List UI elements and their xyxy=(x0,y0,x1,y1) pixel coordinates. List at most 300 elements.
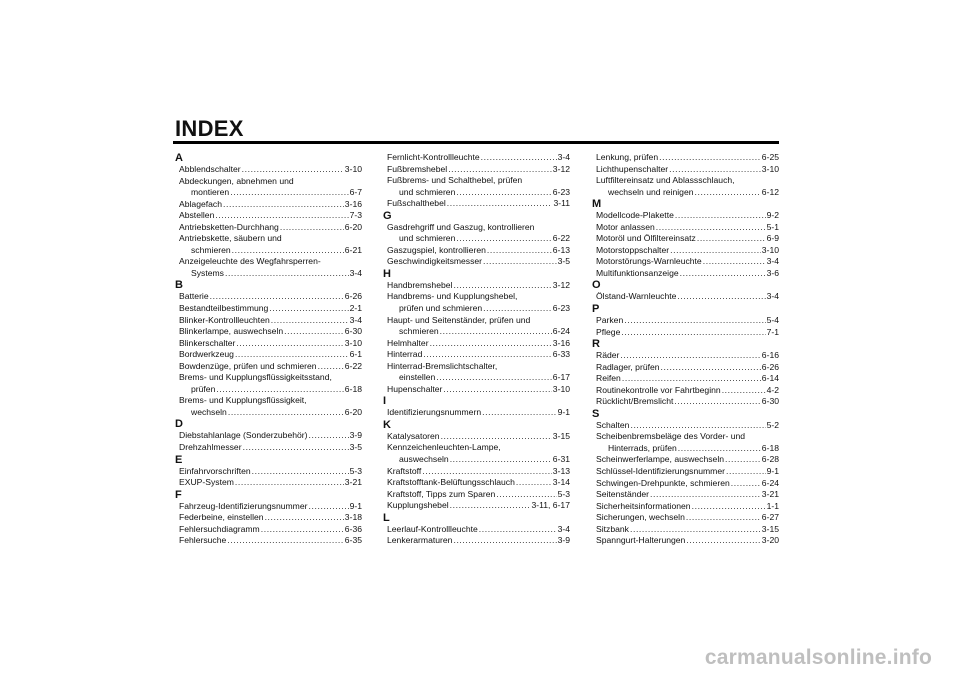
index-entry-text: Hinterrad xyxy=(387,349,423,360)
dot-leader xyxy=(677,291,765,303)
index-entry xyxy=(175,176,362,199)
index-entry-text: Luftfiltereinsatz und Ablassschlauch, xyxy=(596,175,735,186)
index-letter-heading: F xyxy=(175,488,182,501)
index-entry-text: Abblendschalter xyxy=(179,164,241,174)
index-entry-text: Handbremshebel xyxy=(387,279,453,290)
index-entry-text: Radlager, prüfen xyxy=(596,361,660,372)
index-entry-text: Kennzeichenleuchten-Lampe, xyxy=(387,442,501,453)
index-entry-text: Bordwerkzeug xyxy=(179,349,234,360)
index-entry xyxy=(592,210,779,222)
dot-leader xyxy=(481,152,557,164)
index-entry xyxy=(592,152,779,164)
index-entry-text: Fehlersuche xyxy=(179,535,227,546)
index-entry-text: Antriebskette, säubern und xyxy=(179,233,282,244)
index-entry-text: Hupenschalter xyxy=(387,383,443,394)
dot-leader xyxy=(447,198,553,210)
index-entry-text: Hinterrads, prüfen xyxy=(608,442,677,453)
index-entry-text: Abdeckungen, abnehmen und xyxy=(179,175,294,186)
index-page-ref: 5-3 xyxy=(557,488,570,499)
dot-leader xyxy=(232,245,344,257)
index-page-ref: 6-20 xyxy=(344,221,362,232)
index-entry-text: Fußbremshebel xyxy=(387,163,448,174)
index-entry xyxy=(383,349,570,361)
index-entry-text: und schmieren xyxy=(399,186,456,197)
index-entry xyxy=(175,442,362,454)
dot-leader xyxy=(620,350,760,362)
index-entry-text: Schwingen-Drehpunkte, schmieren xyxy=(596,477,730,488)
dot-leader xyxy=(697,233,766,245)
index-entry xyxy=(175,210,362,222)
title-rule xyxy=(173,141,779,144)
index-letter-heading: H xyxy=(383,267,391,280)
index-entry xyxy=(175,372,362,395)
index-entry xyxy=(592,291,779,303)
index-entry xyxy=(383,222,570,245)
index-page-ref: 6-30 xyxy=(344,326,362,337)
index-entry xyxy=(592,362,779,374)
dot-leader xyxy=(669,164,761,176)
dot-leader xyxy=(223,199,344,211)
index-entry xyxy=(383,198,570,210)
dot-leader xyxy=(726,466,766,478)
index-entry-text: Schlüssel-Identifizierungsnummer xyxy=(596,466,725,477)
index-page-ref: 5-3 xyxy=(349,465,362,476)
index-entry-text: Brems- und Kupplungsflüssigkeit, xyxy=(179,395,307,406)
index-entry-text: Routinekontrolle vor Fahrtbeginn xyxy=(596,384,721,395)
index-page-ref: 3-14 xyxy=(552,477,570,488)
index-entry xyxy=(592,478,779,490)
index-letter-heading: E xyxy=(175,453,183,466)
index-entry xyxy=(383,361,570,384)
index-entry xyxy=(383,407,570,419)
index-entry xyxy=(592,268,779,280)
index-page-ref: 6-23 xyxy=(552,186,570,197)
index-column-1 xyxy=(175,152,362,547)
index-entry-text: Anzeigeleuchte des Wegfahrsperren- xyxy=(179,256,321,267)
index-page-ref: 3-13 xyxy=(552,465,570,476)
index-page-ref: 6-17 xyxy=(552,372,570,383)
index-page-ref: 9-2 xyxy=(766,210,779,221)
dot-leader xyxy=(309,501,349,513)
index-entry xyxy=(592,373,779,385)
index-entry-text: Gaszugspiel, kontrollieren xyxy=(387,244,486,255)
index-entry-text: Rücklicht/Bremslicht xyxy=(596,396,674,407)
dot-leader xyxy=(243,442,349,454)
dot-leader xyxy=(479,524,557,536)
dot-leader xyxy=(265,512,344,524)
index-entry xyxy=(383,384,570,396)
dot-leader xyxy=(440,326,552,338)
index-entry-text: Motorstoppschalter xyxy=(596,244,670,255)
index-entry xyxy=(175,326,362,338)
index-page-ref: 6-28 xyxy=(761,454,779,465)
dot-leader xyxy=(630,524,761,536)
index-entry xyxy=(383,338,570,350)
index-letter-heading: M xyxy=(592,198,602,211)
index-column-2 xyxy=(383,152,570,547)
index-entry xyxy=(592,175,779,198)
index-entry-text: Abstellen xyxy=(179,210,215,221)
index-entry-text: Kraftstoff xyxy=(387,465,422,476)
index-entry-text: prüfen xyxy=(191,383,216,394)
index-letter-heading: D xyxy=(175,418,183,431)
index-entry xyxy=(592,512,779,524)
index-entry xyxy=(175,256,362,279)
index-page-ref: 1-1 xyxy=(766,500,779,511)
index-letter-heading: I xyxy=(383,395,387,408)
index-entry-text: Einfahrvorschriften xyxy=(179,465,251,476)
index-entry-text: Fußbrems- und Schalthebel, prüfen xyxy=(387,175,523,186)
dot-leader xyxy=(630,420,765,432)
dot-leader xyxy=(448,164,552,176)
dot-leader xyxy=(659,152,761,164)
index-entry-text: schmieren xyxy=(191,244,231,255)
index-entry xyxy=(383,535,570,547)
index-entry-text: Lenkerarmaturen xyxy=(387,535,453,546)
index-entry xyxy=(592,420,779,432)
index-page-ref: 3-15 xyxy=(761,523,779,534)
index-page-ref: 6-26 xyxy=(344,291,362,302)
dot-leader xyxy=(450,454,552,466)
index-entry xyxy=(175,535,362,547)
dot-leader xyxy=(703,256,766,268)
index-letter-heading: B xyxy=(175,279,183,292)
index-letter-heading: K xyxy=(383,418,391,431)
index-entry-text: Geschwindigkeitsmesser xyxy=(387,256,483,267)
dot-leader xyxy=(680,268,766,280)
index-entry xyxy=(383,152,570,164)
index-entry xyxy=(175,199,362,211)
index-page-ref: 6-12 xyxy=(761,186,779,197)
index-page-ref: 3-4 xyxy=(766,291,779,302)
index-page-ref: 3-12 xyxy=(552,279,570,290)
index-entry-text: Blinker-Kontrollleuchten xyxy=(179,314,270,325)
index-entry-text: Lenkung, prüfen xyxy=(596,152,659,162)
index-entry xyxy=(175,233,362,256)
dot-leader xyxy=(423,349,551,361)
index-entry-text: Schalten xyxy=(596,419,630,430)
index-entry xyxy=(175,303,362,315)
index-page-ref: 6-27 xyxy=(761,512,779,523)
dot-leader xyxy=(284,326,344,338)
index-entry-text: Batterie xyxy=(179,291,209,302)
dot-leader xyxy=(482,407,556,419)
index-page-ref: 6-35 xyxy=(344,535,362,546)
index-entry-text: auswechseln xyxy=(399,454,449,465)
index-entry xyxy=(383,256,570,268)
dot-leader xyxy=(453,535,556,547)
index-entry xyxy=(175,291,362,303)
index-entry xyxy=(175,395,362,418)
index-entry-text: Sitzbank xyxy=(596,523,629,534)
index-entry-text: Seitenständer xyxy=(596,489,650,500)
dot-leader xyxy=(678,443,761,455)
index-entry xyxy=(175,338,362,350)
index-entry-text: Fehlersuchdiagramm xyxy=(179,523,260,534)
dot-leader xyxy=(252,466,349,478)
index-page-ref: 9-1 xyxy=(349,500,362,511)
index-entry-text: und schmieren xyxy=(399,233,456,244)
index-entry xyxy=(592,350,779,362)
dot-leader xyxy=(228,407,344,419)
index-entry-text: Drehzahlmesser xyxy=(179,442,242,453)
index-entry-text: Systems xyxy=(191,267,224,278)
index-entry-text: prüfen und schmieren xyxy=(399,303,483,314)
index-entry xyxy=(383,175,570,198)
index-entry-text: Fernlicht-Kontrollleuchte xyxy=(387,152,480,162)
dot-leader xyxy=(441,431,552,443)
index-page-ref: 3-11, 6-17 xyxy=(531,500,570,511)
index-entry-text: Sicherungen, wechseln xyxy=(596,512,685,523)
index-page-ref: 3-4 xyxy=(766,256,779,267)
index-page-ref: 6-24 xyxy=(761,477,779,488)
index-page-ref: 3-4 xyxy=(349,314,362,325)
index-entry-text: Spanngurt-Halterungen xyxy=(596,535,686,546)
dot-leader xyxy=(675,210,766,222)
index-entry-text: Haupt- und Seitenständer, prüfen und xyxy=(387,314,531,325)
index-page-ref: 6-7 xyxy=(349,187,362,198)
index-page-ref: 3-20 xyxy=(761,535,779,546)
index-entry-text: Antriebsketten-Durchhang xyxy=(179,221,279,232)
index-entry xyxy=(592,501,779,513)
dot-leader xyxy=(487,245,552,257)
dot-leader xyxy=(230,187,348,199)
dot-leader xyxy=(216,384,343,396)
dot-leader xyxy=(725,454,761,466)
index-page-ref: 6-24 xyxy=(552,326,570,337)
index-entry-text: Räder xyxy=(596,350,620,361)
index-entry xyxy=(175,466,362,478)
index-page-ref: 9-1 xyxy=(557,407,570,418)
index-entry xyxy=(383,442,570,465)
index-entry xyxy=(592,524,779,536)
index-entry-text: Scheinwerferlampe, auswechseln xyxy=(596,454,725,465)
index-entry xyxy=(592,385,779,397)
index-entry xyxy=(175,361,362,373)
dot-leader xyxy=(436,372,551,384)
index-page-ref: 7-3 xyxy=(349,210,362,221)
index-page-ref: 6-31 xyxy=(552,454,570,465)
index-entry-text: schmieren xyxy=(399,326,439,337)
index-entry-text: Identifizierungsnummern xyxy=(387,407,482,418)
index-entry xyxy=(175,512,362,524)
index-page-ref: 6-20 xyxy=(344,406,362,417)
index-page-ref: 3-15 xyxy=(552,430,570,441)
index-page-ref: 3-6 xyxy=(766,267,779,278)
index-entry-text: Diebstahlanlage (Sonderzubehör) xyxy=(179,430,308,441)
dot-leader xyxy=(516,477,552,489)
dot-leader xyxy=(227,535,344,547)
index-entry-text: montieren xyxy=(191,187,230,198)
dot-leader xyxy=(661,362,761,374)
index-entry xyxy=(383,245,570,257)
dot-leader xyxy=(235,477,344,489)
index-entry-text: Modellcode-Plakette xyxy=(596,210,674,221)
index-entry xyxy=(383,315,570,338)
index-page-ref: 6-22 xyxy=(344,360,362,371)
index-entry-text: Motor anlassen xyxy=(596,221,655,232)
dot-leader xyxy=(430,338,552,350)
index-entry xyxy=(383,477,570,489)
index-entry-text: Blinkerschalter xyxy=(179,337,236,348)
dot-leader xyxy=(443,384,551,396)
index-letter-heading: P xyxy=(592,303,600,316)
index-entry-text: Multifunktionsanzeige xyxy=(596,267,679,278)
dot-leader xyxy=(271,315,349,327)
index-entry xyxy=(383,431,570,443)
index-entry xyxy=(383,489,570,501)
dot-leader xyxy=(309,430,349,442)
dot-leader xyxy=(453,280,551,292)
index-entry xyxy=(175,315,362,327)
index-entry-text: Kupplungshebel xyxy=(387,500,449,511)
index-page-ref: 3-5 xyxy=(557,256,570,267)
dot-leader xyxy=(261,524,344,536)
index-entry-text: Pflege xyxy=(596,326,621,337)
index-entry-text: Motorstörungs-Warnleuchte xyxy=(596,256,702,267)
index-entry-text: Leerlauf-Kontrollleuchte xyxy=(387,523,478,534)
dot-leader xyxy=(422,466,552,478)
index-page-ref: 7-1 xyxy=(766,326,779,337)
index-entry-text: Ölstand-Warnleuchte xyxy=(596,291,677,302)
index-entry-text: einstellen xyxy=(399,372,436,383)
index-page-ref: 6-18 xyxy=(344,383,362,394)
index-entry xyxy=(175,430,362,442)
index-entry xyxy=(175,222,362,234)
index-entry xyxy=(383,500,570,512)
dot-leader xyxy=(318,361,344,373)
index-page-ref: 4-2 xyxy=(766,384,779,395)
index-entry xyxy=(383,466,570,478)
index-entry xyxy=(592,431,779,454)
index-entry-text: Bowdenzüge, prüfen und schmieren xyxy=(179,360,317,371)
index-page-ref: 3-4 xyxy=(557,152,570,162)
index-entry-text: Parken xyxy=(596,315,624,326)
dot-leader xyxy=(483,256,557,268)
index-page-ref: 6-22 xyxy=(552,233,570,244)
dot-leader xyxy=(650,489,761,501)
index-page-ref: 3-4 xyxy=(557,523,570,534)
dot-leader xyxy=(686,535,760,547)
index-page-ref: 6-26 xyxy=(761,361,779,372)
dot-leader xyxy=(692,501,766,513)
dot-leader xyxy=(242,164,344,176)
index-entry xyxy=(592,535,779,547)
index-page-ref: 6-16 xyxy=(761,350,779,361)
dot-leader xyxy=(686,512,761,524)
dot-leader xyxy=(235,349,349,361)
index-entry-text: Kraftstofftank-Belüftungsschlauch xyxy=(387,477,515,488)
index-page-ref: 3-9 xyxy=(557,535,570,546)
index-entry-text: wechseln und reinigen xyxy=(608,186,694,197)
index-entry xyxy=(383,164,570,176)
index-entry-text: wechseln xyxy=(191,406,227,417)
index-page-ref: 3-10 xyxy=(761,244,779,255)
index-page-ref: 5-2 xyxy=(766,419,779,430)
index-page-ref: 3-9 xyxy=(349,430,362,441)
index-page-ref: 3-16 xyxy=(552,337,570,348)
index-page-ref: 3-10 xyxy=(761,163,779,174)
dot-leader xyxy=(450,500,531,512)
index-entry xyxy=(175,501,362,513)
page-title: INDEX xyxy=(175,116,244,141)
index-page-ref: 2-1 xyxy=(349,303,362,314)
index-page-ref: 6-33 xyxy=(552,349,570,360)
index-entry xyxy=(592,256,779,268)
dot-leader xyxy=(674,396,760,408)
index-entry-text: Lichthupenschalter xyxy=(596,163,669,174)
index-entry-text: Hinterrad-Bremslichtschalter, xyxy=(387,360,498,371)
index-letter-heading: R xyxy=(592,338,600,351)
index-page-ref: 3-4 xyxy=(349,267,362,278)
index-page-ref: 3-16 xyxy=(344,198,362,209)
dot-leader xyxy=(456,233,551,245)
index-letter-heading: G xyxy=(383,209,392,222)
index-entry-text: Helmhalter xyxy=(387,337,429,348)
index-page-ref: 6-36 xyxy=(344,523,362,534)
index-page-ref: 3-18 xyxy=(344,512,362,523)
dot-leader xyxy=(695,187,761,199)
index-entry xyxy=(592,164,779,176)
index-entry xyxy=(175,477,362,489)
index-page-ref: 3-10 xyxy=(552,383,570,394)
index-entry xyxy=(592,327,779,339)
index-page-ref: 6-13 xyxy=(552,244,570,255)
index-entry-text: Fahrzeug-Identifizierungsnummer xyxy=(179,500,308,511)
dot-leader xyxy=(622,373,761,385)
index-entry-text: Motoröl und Ölfiltereinsatz xyxy=(596,233,696,244)
index-page-ref: 3-21 xyxy=(761,489,779,500)
dot-leader xyxy=(210,291,344,303)
index-page-ref: 3-11 xyxy=(553,198,570,209)
index-page-ref: 3-10 xyxy=(344,337,362,348)
index-entry-text: Kraftstoff, Tipps zum Sparen xyxy=(387,488,496,499)
watermark: carmanualsonline.info xyxy=(704,646,932,669)
index-page-ref: 3-5 xyxy=(349,442,362,453)
index-entry xyxy=(592,454,779,466)
index-page-ref: 3-21 xyxy=(344,477,362,488)
index-entry xyxy=(592,245,779,257)
index-letter-heading: S xyxy=(592,407,600,420)
index-page-ref: 6-14 xyxy=(761,373,779,384)
index-entry-text: Gasdrehgriff und Gaszug, kontrollieren xyxy=(387,221,535,232)
index-column-3 xyxy=(592,152,779,547)
dot-leader xyxy=(483,303,552,315)
index-page-ref: 6-9 xyxy=(766,233,779,244)
index-entry xyxy=(592,489,779,501)
index-entry xyxy=(592,222,779,234)
index-entry-text: Bestandteilbestimmung xyxy=(179,303,269,314)
dot-leader xyxy=(624,315,765,327)
index-page-ref: 5-4 xyxy=(766,315,779,326)
index-entry-text: Blinkerlampe, auswechseln xyxy=(179,326,284,337)
dot-leader xyxy=(215,210,348,222)
index-entry xyxy=(383,524,570,536)
index-entry xyxy=(175,349,362,361)
dot-leader xyxy=(722,385,766,397)
index-entry-text: Fußschalthebel xyxy=(387,198,446,209)
index-page-ref: 6-25 xyxy=(761,152,779,162)
index-entry xyxy=(592,466,779,478)
index-entry-text: Handbrems- und Kupplungshebel, xyxy=(387,291,518,302)
index-entry xyxy=(175,524,362,536)
index-letter-heading: O xyxy=(592,279,601,292)
index-entry-text: Scheibenbremsbeläge des Vorder- und xyxy=(596,431,746,442)
dot-leader xyxy=(621,327,765,339)
index-letter-heading: L xyxy=(383,511,390,524)
dot-leader xyxy=(731,478,761,490)
dot-leader xyxy=(670,245,761,257)
